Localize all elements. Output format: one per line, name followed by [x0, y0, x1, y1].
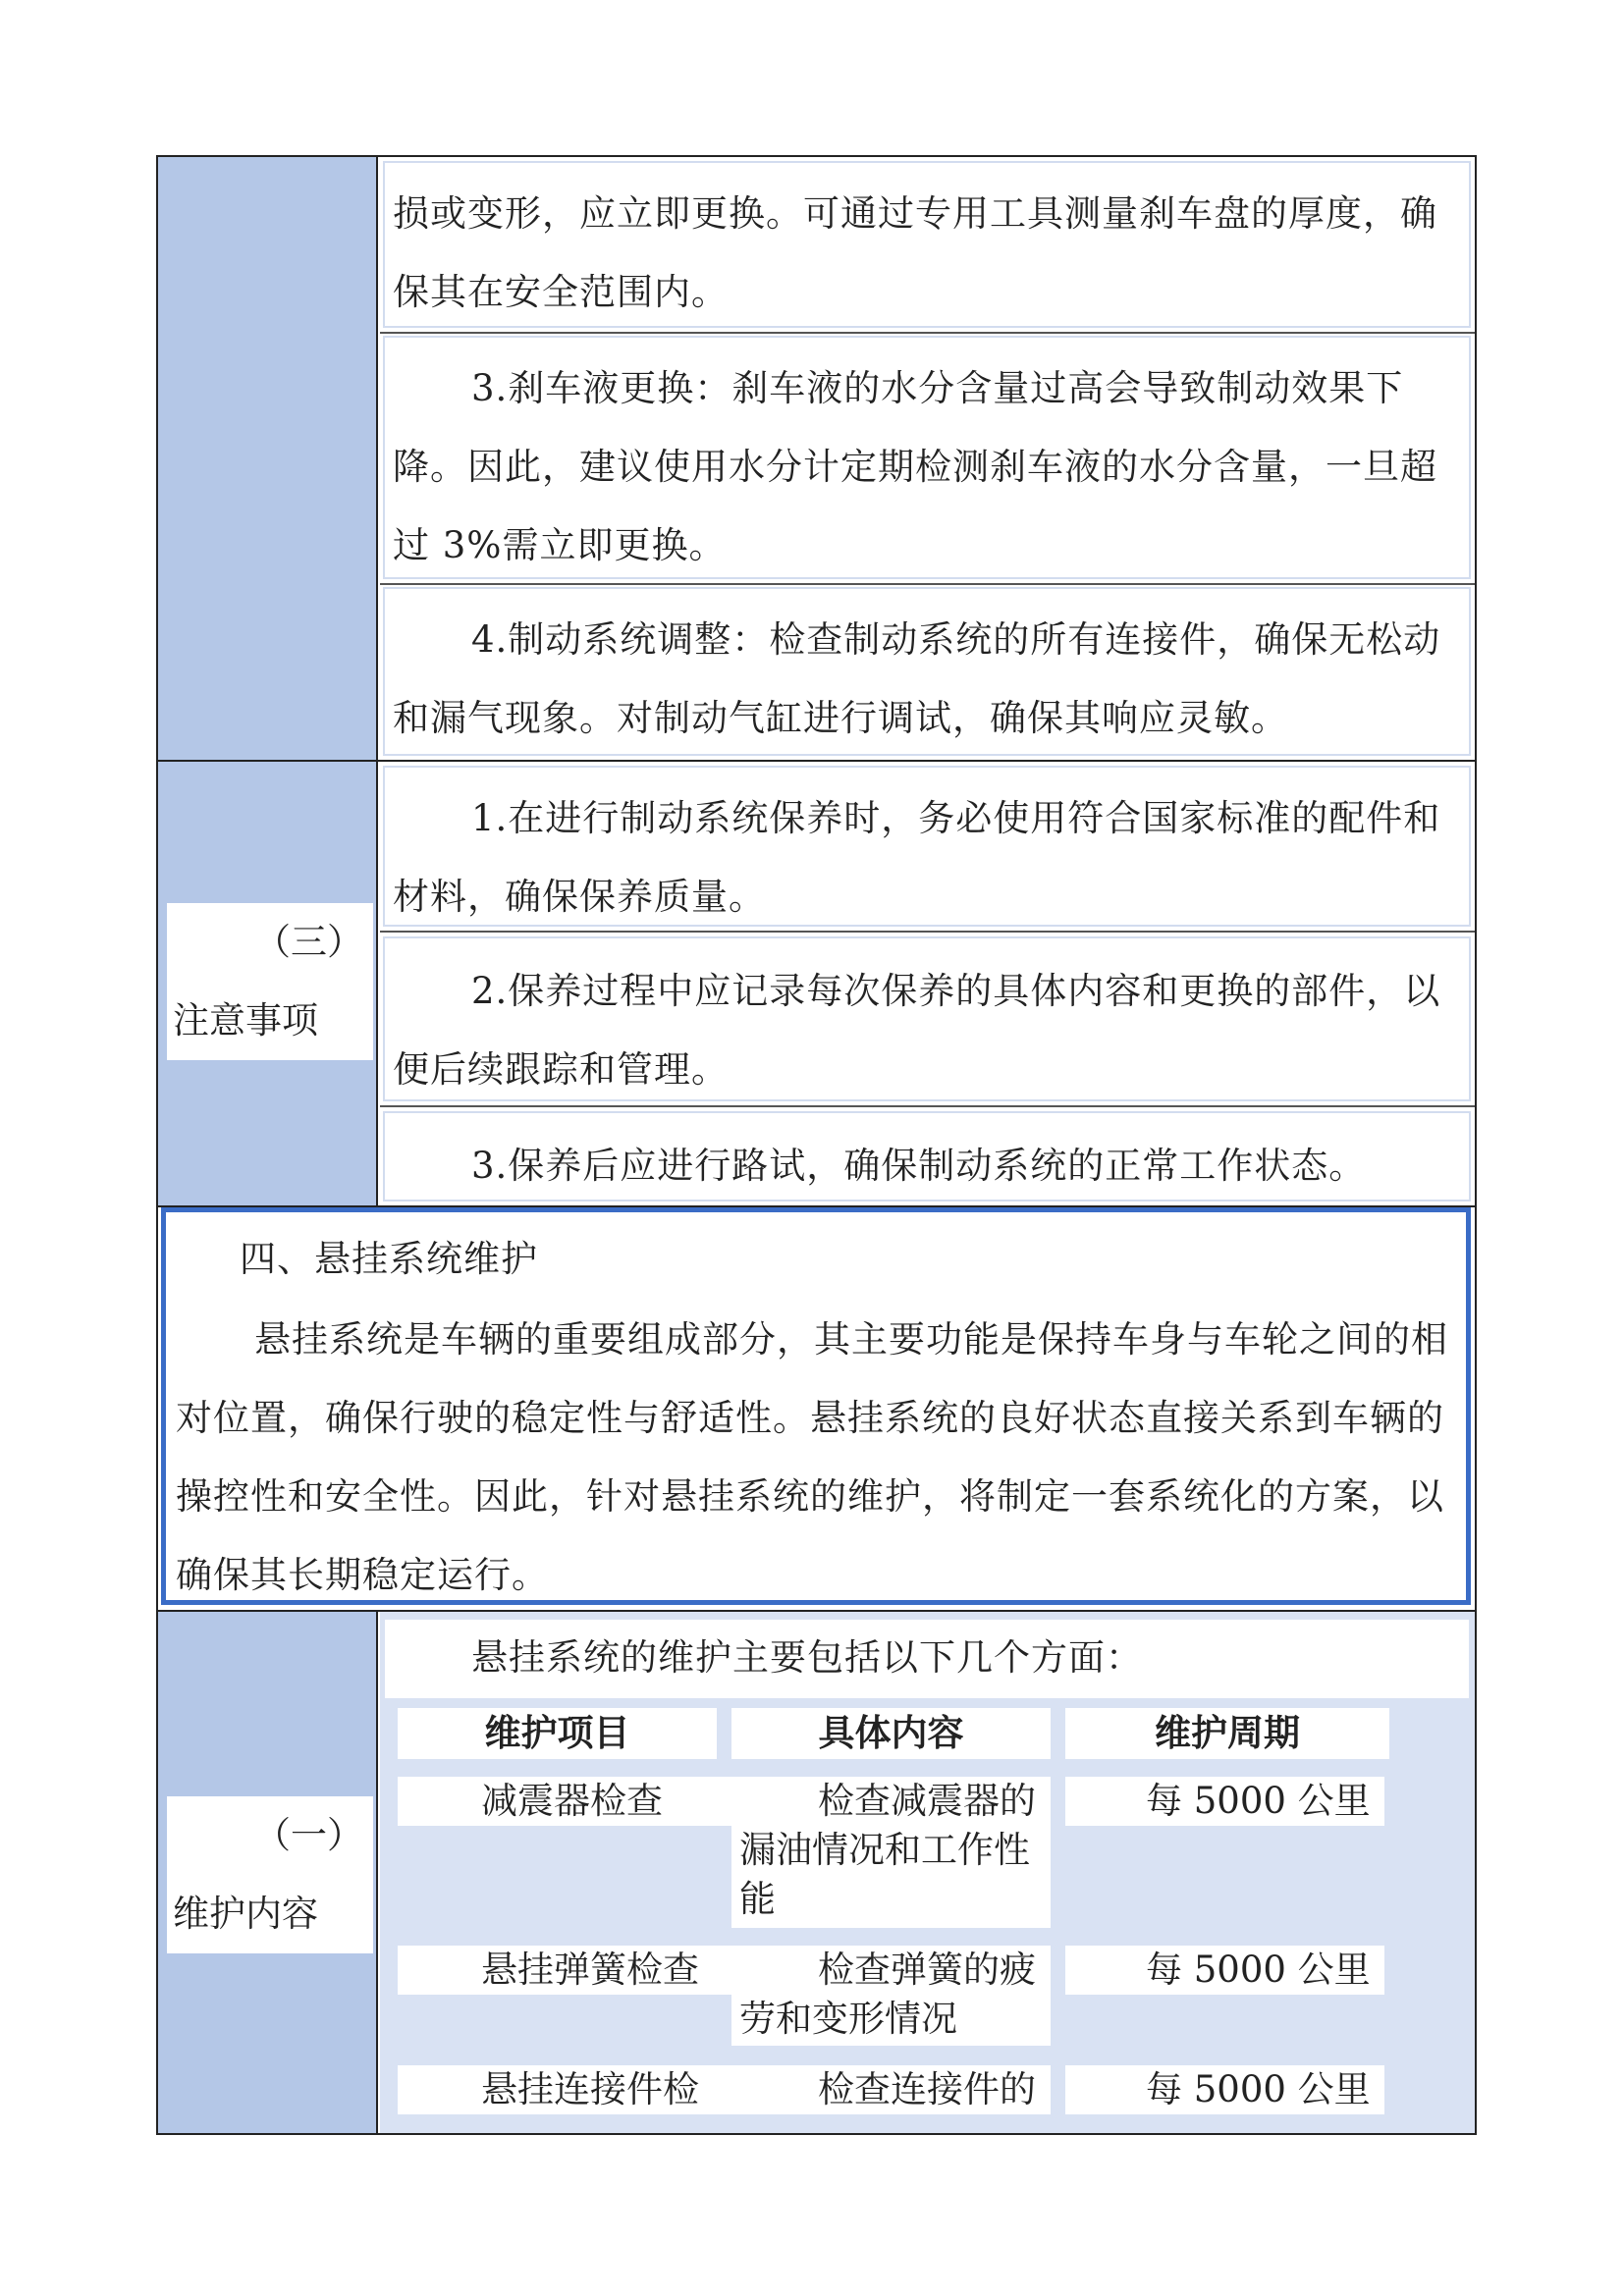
table-row-1-content: 检查减震器的漏油情况和工作性能 [731, 1777, 1051, 1928]
maintenance-intro-text: 悬挂系统的维护主要包括以下几个方面： [471, 1636, 1143, 1679]
section-4-heading: 四、悬挂系统维护 [240, 1238, 538, 1280]
section-4-block [161, 1207, 1471, 1605]
note-item-1-text: 1.在进行制动系统保养时，务必使用符合国家标准的配件和材料，确保保养质量。 [393, 797, 1441, 918]
brake-item-4-text: 4.制动系统调整：检查制动系统的所有连接件，确保无松动和漏气现象。对制动气缸进行调试，确保其响应灵敏。 [393, 618, 1441, 739]
note-item-2-text: 2.保养过程中应记录每次保养的具体内容和更换的部件，以便后续跟踪和管理。 [393, 970, 1441, 1091]
table-header-content: 具体内容 [731, 1708, 1051, 1759]
table-header-item: 维护项目 [398, 1708, 717, 1759]
table-row-1-cycle: 每 5000 公里 [1065, 1777, 1384, 1826]
table-row-3-item: 悬挂连接件检 [398, 2065, 800, 2114]
table-row-3-content: 检查连接件的 [731, 2065, 1051, 2114]
notes-label-text: 注意事项 [173, 999, 318, 1041]
brake-item-3-text: 3.刹车液更换：刹车液的水分含量过高会导致制动效果下降。因此，建议使用水分计定期检测刹车液的水分含量，一旦超过 3%需立即更换。 [393, 367, 1437, 566]
cell-divider [380, 332, 1475, 334]
brake-item-2-text: 损或变形，应立即更换。可通过专用工具测量刹车盘的厚度，确保其在安全范围内。 [393, 192, 1437, 313]
table-row-1-item: 减震器检查 [398, 1777, 800, 1826]
table-row-2-cycle: 每 5000 公里 [1065, 1946, 1384, 1995]
table-row-2-content: 检查弹簧的疲劳和变形情况 [731, 1946, 1051, 2046]
table-header-cycle: 维护周期 [1065, 1708, 1389, 1759]
notes-label [167, 903, 373, 1060]
maintenance-label-number: （一） [254, 1814, 363, 1856]
left-column-brake [158, 157, 378, 760]
section-4-paragraph: 悬挂系统是车辆的重要组成部分，其主要功能是保持车身与车轮之间的相对位置，确保行驶的稳定性与舒适性。悬挂系统的良好状态直接关系到车辆的操控性和安全性。因此，针对悬挂系统的维护，将制定一套系统化的方案，以确保其长期稳定运行。 [176, 1318, 1448, 1596]
row-divider [158, 760, 1475, 762]
note-item-3-text: 3.保养后应进行路试，确保制动系统的正常工作状态。 [471, 1145, 1367, 1187]
maintenance-label [167, 1796, 373, 1953]
notes-label-number: （三） [254, 921, 363, 963]
maintenance-label-text: 维护内容 [173, 1893, 318, 1935]
table-row-2-item: 悬挂弹簧检查 [398, 1946, 800, 1995]
table-row-3-cycle: 每 5000 公里 [1065, 2065, 1384, 2114]
